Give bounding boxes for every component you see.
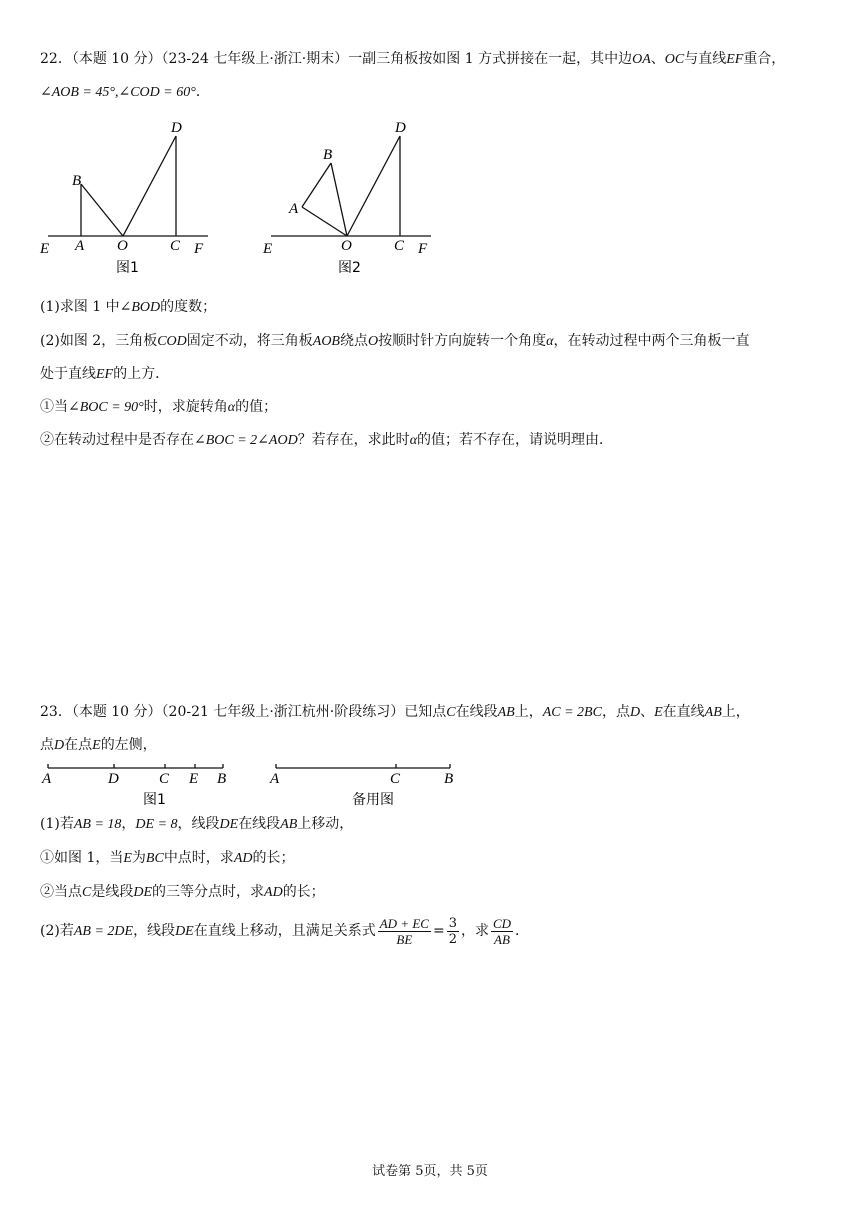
q23-text: ，求 xyxy=(460,923,489,939)
q23-number: 23． xyxy=(40,704,72,720)
fraction-numerator: CD xyxy=(492,915,512,931)
math-aob: AOB xyxy=(312,334,340,349)
q22-text: ①当 xyxy=(40,399,68,415)
q23-text: 上， xyxy=(514,704,543,720)
math-ab: AB xyxy=(704,705,722,720)
q23-text: 为 xyxy=(131,850,146,866)
figure-caption: 图2 xyxy=(338,260,361,276)
q23-text: 上， xyxy=(721,704,750,720)
q22-text: 绕点 xyxy=(339,333,368,349)
q22-part2-line2 xyxy=(40,365,169,384)
q23-text: 已知点 xyxy=(404,704,447,720)
q22-line2 xyxy=(40,83,210,102)
math-angle-boc: ∠BOC = 90° xyxy=(68,400,144,415)
q23-text: 在线段 xyxy=(238,816,281,832)
q22-text: 按顺时针方向旋转一个角度 xyxy=(378,333,547,349)
math-e: E xyxy=(123,851,132,866)
q23-text: 的左侧， xyxy=(100,737,157,753)
label-a: A xyxy=(75,238,85,254)
math-alpha: α xyxy=(546,334,554,349)
math-cod: COD xyxy=(157,334,187,349)
q23-text: 的长； xyxy=(252,850,295,866)
math-d: D xyxy=(629,705,641,720)
q23-text: ②当点 xyxy=(40,884,82,900)
label-e: E xyxy=(189,771,199,787)
fraction-value xyxy=(447,916,459,947)
fraction-denominator: 2 xyxy=(448,931,457,947)
math-ab: AB xyxy=(280,817,298,832)
math-de: DE xyxy=(133,885,153,900)
label-d: D xyxy=(171,120,182,136)
math-angle-bod: ∠BOD xyxy=(119,300,161,315)
q22-sub1 xyxy=(40,398,277,417)
q23-text: 是线段 xyxy=(91,884,134,900)
math-ad: AD xyxy=(233,851,253,866)
q22-text: 时，求旋转角 xyxy=(143,399,228,415)
label-f: F xyxy=(418,241,428,257)
q22-text: 的上方． xyxy=(113,366,170,382)
q23-text: 在直线 xyxy=(662,704,705,720)
math-ef: EF xyxy=(726,52,744,67)
label-c: C xyxy=(390,771,401,787)
label-c: C xyxy=(170,238,181,254)
q23-text: 在线段 xyxy=(455,704,498,720)
label-b: B xyxy=(444,771,454,787)
math-ad: AD xyxy=(264,885,283,900)
q22-text: ． xyxy=(195,84,210,100)
math-de: DE xyxy=(219,817,239,832)
q22-text: (1)求图 1 中 xyxy=(40,299,120,315)
math-angle-relation: ∠BOC = 2∠AOD xyxy=(194,433,298,448)
label-b: B xyxy=(217,771,227,787)
math-de: DE xyxy=(175,924,194,939)
label-a: A xyxy=(270,771,280,787)
q23-sub2 xyxy=(40,883,325,902)
page-footer: 试卷第 5页，共 5页 xyxy=(372,1164,488,1179)
q23-text: 在点 xyxy=(64,737,93,753)
q22-text: 处于直线 xyxy=(40,366,96,382)
fraction-relation xyxy=(378,916,431,947)
q22-text: ，在转动过程中两个三角板一直 xyxy=(553,333,750,349)
q22-text: 的值； xyxy=(235,399,278,415)
math-e: E xyxy=(654,705,663,720)
q23-text: (1)若 xyxy=(40,816,74,832)
math-oa: OA xyxy=(632,52,651,67)
q23-text: 上移动， xyxy=(297,816,354,832)
label-b: B xyxy=(72,173,82,189)
label-o: O xyxy=(341,238,352,254)
math-e: E xyxy=(92,738,101,753)
q23-text: 的三等分点时，求 xyxy=(152,884,265,900)
math-d: D xyxy=(54,738,65,753)
math-ef: EF xyxy=(96,367,114,382)
q23-text: 中点时，求 xyxy=(163,850,234,866)
q23-text: ，线段 xyxy=(177,816,220,832)
q23-text: ， xyxy=(121,816,136,832)
q23-line1 xyxy=(40,703,750,722)
q23-part2 xyxy=(40,912,529,951)
label-o: O xyxy=(117,238,128,254)
q23-text: 点 xyxy=(40,737,54,753)
fraction-denominator: BE xyxy=(396,931,413,947)
label-e: E xyxy=(263,241,273,257)
q22-text: 固定不动，将三角板 xyxy=(186,333,313,349)
q23-text: 在直线上移动，且满足关系式 xyxy=(193,923,376,939)
q23-meta: （本题 10 分）（20-21 七年级上·浙江杭州·阶段练习） xyxy=(71,704,405,720)
q22-part1 xyxy=(40,298,216,317)
math-angles: ∠AOB = 45°,∠COD = 60° xyxy=(40,85,196,100)
q23-figure-1 xyxy=(36,758,236,808)
q22-text: (2)如图 2，三角板 xyxy=(40,333,158,349)
label-d: D xyxy=(395,120,406,136)
math-bc: BC xyxy=(145,851,164,866)
q23-text: ． xyxy=(515,923,530,939)
q22-text: 的度数； xyxy=(160,299,217,315)
math-o: O xyxy=(367,334,379,349)
math-equals: = xyxy=(432,923,445,939)
label-d: D xyxy=(108,771,119,787)
math-c: C xyxy=(446,705,456,720)
q23-text: ，点 xyxy=(601,704,630,720)
fraction-denominator: AB xyxy=(494,931,510,947)
figure-caption: 备用图 xyxy=(352,792,394,808)
q22-text: 重合， xyxy=(743,51,786,67)
math-oc: OC xyxy=(664,52,685,67)
q22-line1 xyxy=(40,50,785,69)
q23-part1 xyxy=(40,815,353,834)
math-de-eq: DE = 8 xyxy=(135,817,178,832)
label-b: B xyxy=(323,147,333,163)
math-ab-eq: AB = 18 xyxy=(73,817,122,832)
fraction-target xyxy=(491,916,513,947)
q23-text: 、 xyxy=(640,704,655,720)
q22-text: 、 xyxy=(650,51,665,67)
math-ac-eq: AC = 2BC xyxy=(542,705,602,720)
q23-text: (2)若 xyxy=(40,923,74,939)
math-alpha: α xyxy=(227,400,236,415)
q23-text: 的长； xyxy=(282,884,325,900)
q22-part2-line1 xyxy=(40,332,749,351)
q22-meta: （本题 10 分）（23-24 七年级上·浙江·期末） xyxy=(71,51,349,67)
q22-sub2 xyxy=(40,431,613,450)
q23-text: ①如图 1，当 xyxy=(40,850,124,866)
label-e: E xyxy=(40,241,50,257)
figure-caption: 图1 xyxy=(143,792,166,808)
q22-text: 与直线 xyxy=(684,51,727,67)
q22-text: 的值；若不存在，请说明理由． xyxy=(417,432,614,448)
q23-sub1 xyxy=(40,849,294,868)
fraction-numerator: 3 xyxy=(448,915,457,931)
label-f: F xyxy=(194,241,204,257)
q23-text: ，线段 xyxy=(133,923,176,939)
q22-text: ？若存在，求此时 xyxy=(297,432,410,448)
math-ab: AB xyxy=(497,705,515,720)
math-alpha: α xyxy=(409,433,418,448)
figure-caption: 图1 xyxy=(116,260,139,276)
label-c: C xyxy=(394,238,405,254)
q22-figure-1 xyxy=(30,112,230,282)
q23-figure-backup xyxy=(264,758,464,808)
fraction-numerator: AD + EC xyxy=(379,915,429,931)
q22-text: ②在转动过程中是否存在 xyxy=(40,432,194,448)
q23-line2 xyxy=(40,736,157,755)
q22-figure-2 xyxy=(255,112,455,282)
q22-number: 22． xyxy=(40,51,72,67)
label-a: A xyxy=(42,771,52,787)
label-c: C xyxy=(159,771,170,787)
label-a: A xyxy=(289,201,299,217)
math-ab-2de: AB = 2DE xyxy=(73,924,134,939)
q22-text: 一副三角板按如图 1 方式拼接在一起，其中边 xyxy=(348,51,633,67)
math-c: C xyxy=(82,885,92,900)
